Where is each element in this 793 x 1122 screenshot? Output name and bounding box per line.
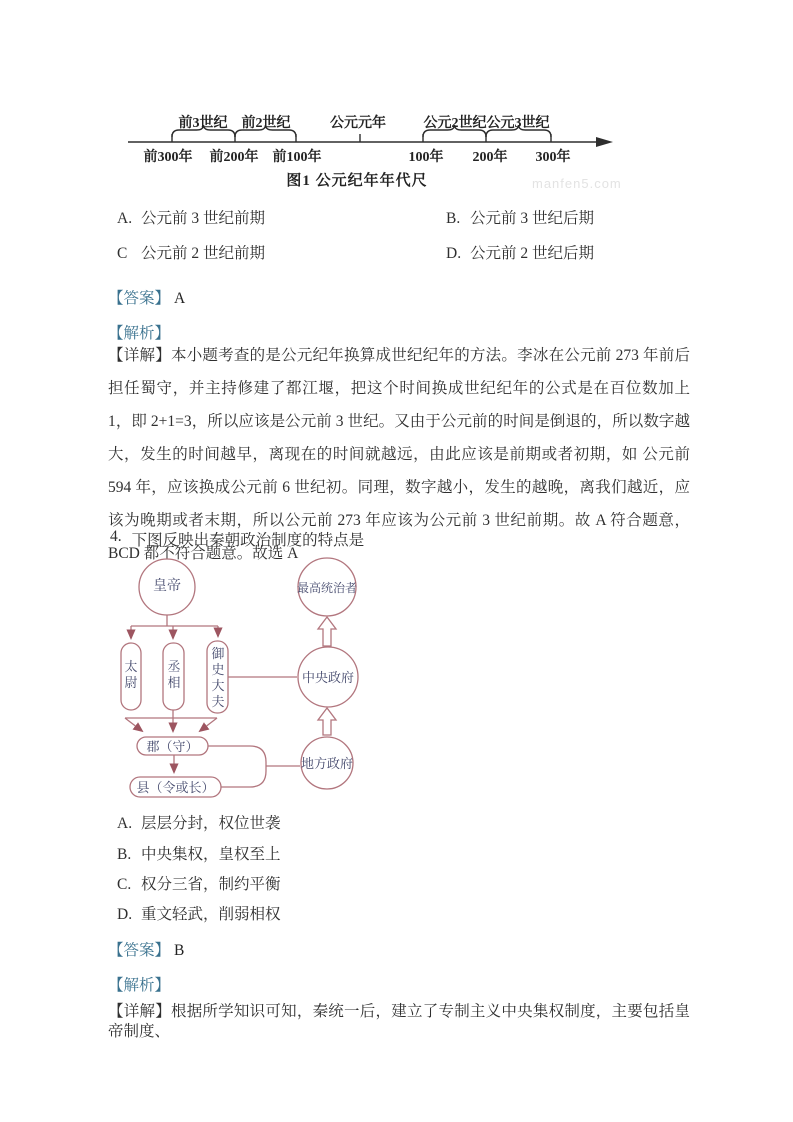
q4-detail-paragraph: [108, 1002, 690, 1042]
taiwei-label: 太尉: [124, 659, 138, 690]
q3-answer-row: [108, 286, 185, 308]
year-label-ad100: 100年: [408, 150, 444, 165]
q4-option-d-text: 重文轻武，削弱相权: [141, 906, 281, 923]
year-label-ad200: 200年: [472, 150, 508, 165]
local-gov-label: 地方政府: [300, 756, 353, 771]
q3-option-a-text: 公元前 3 世纪前期: [141, 210, 266, 227]
q4-title: 下图反映出秦朝政治制度的特点是: [131, 532, 365, 549]
year-label-bc300: 前300年: [143, 150, 193, 165]
era-label-bc2: 前2世纪: [241, 116, 291, 131]
q3-option-c-label: C: [117, 245, 128, 262]
q4-option-c-label: C.: [117, 876, 132, 893]
year-label-ad300: 300年: [535, 150, 571, 165]
q4-option-b-text: 中央集权，皇权至上: [141, 846, 281, 863]
q4-answer-marker: 【答案】: [108, 942, 171, 959]
q4-detail-text: 根据所学知识可知，秦统一后，建立了专制主义中央集权制度，主要包括皇帝制度、: [108, 1003, 690, 1040]
timeline-ticks: [172, 134, 551, 142]
q3-option-a: [117, 206, 265, 228]
q4-answer-value: B: [174, 942, 185, 959]
era-label-ad2: 公元2世纪: [423, 116, 487, 131]
funnel-left-arrow: [125, 718, 142, 731]
supreme-ruler-label: 最高统治者: [296, 581, 357, 595]
q4-number: 4.: [110, 528, 122, 545]
central-gov-label: 中央政府: [301, 670, 354, 685]
funnel-right-arrow: [200, 718, 217, 731]
q3-option-d-text: 公元前 2 世纪后期: [470, 245, 595, 262]
era-label-ad3: 公元3世纪: [486, 116, 550, 131]
year-label-bc100: 前100年: [272, 150, 322, 165]
q4-option-c: [117, 872, 281, 894]
figure1-caption: 图1 公元纪年年代尺: [286, 173, 428, 189]
q4-option-a-text: 层层分封，权位世袭: [141, 815, 281, 832]
q4-option-d-label: D.: [117, 906, 133, 923]
chancellor-label: 丞相: [167, 659, 181, 690]
q3-option-b-label: B.: [446, 210, 461, 227]
q4-analysis-marker: 【解析】: [108, 977, 171, 994]
q3-answer-marker: 【答案】: [108, 290, 171, 307]
q4-option-d: [117, 902, 281, 924]
q4-answer-row: [108, 938, 184, 960]
q4-detail-marker: 【详解】: [108, 1003, 171, 1020]
timeline-arrowhead-icon: [596, 137, 613, 147]
q3-option-c-text: 公元前 2 世纪前期: [141, 245, 266, 262]
q4-analysis-row: [108, 973, 170, 995]
q3-answer-value: A: [174, 290, 186, 307]
year-label-bc200: 前200年: [209, 150, 259, 165]
county-label: 县（令或长）: [136, 780, 215, 795]
q3-option-c: [117, 241, 265, 263]
q4-option-b-label: B.: [117, 846, 132, 863]
q3-detail-marker: 【详解】: [108, 347, 171, 364]
q4-option-a: [117, 811, 281, 833]
emperor-label: 皇帝: [153, 579, 181, 594]
q4-title-row: [110, 528, 364, 550]
era-label-bc3: 前3世纪: [178, 116, 228, 131]
up-arrow-icon-local-to-central: [318, 708, 336, 735]
commandery-label: 郡（守）: [146, 739, 199, 754]
watermark: manfen5.com: [532, 176, 622, 191]
censor-label: 御史大夫: [211, 646, 225, 709]
q4-option-c-text: 权分三省，制约平衡: [141, 876, 281, 893]
q4-option-a-label: A.: [117, 815, 133, 832]
q3-option-b: [446, 206, 594, 228]
era-label-ad1: 公元元年: [330, 116, 386, 131]
q3-option-d: [446, 241, 594, 263]
q3-option-b-text: 公元前 3 世纪后期: [470, 210, 595, 227]
q4-option-b: [117, 842, 281, 864]
up-arrow-icon-central-to-supreme: [318, 617, 336, 646]
q3-option-a-label: A.: [117, 210, 133, 227]
q3-detail-text: 本小题考查的是公元纪年换算成世纪纪年的方法。李冰在公元前 273 年前后担任蜀守，并主持修建了都江堰，把这个时间换成世纪纪年的公式是在百位数加上 1，即 2+1=3，所以应该是公元前 3 世纪。又由于公元前的时间是倒退的，所以数字越大，发生的时间越早，离现在的时间就越远，由此应该是前期或者初期，如 公元前 594 年，应该换成公元前 6 世纪初。同理，数字越小，发生的越晚，离我们越近，应该为晚期或者末期，所以公元前 273 年应该为公元前 3 世纪前期。故 A 符合题意，BCD 都不符合题意。故选 A: [108, 347, 690, 562]
q3-option-d-label: D.: [446, 245, 462, 262]
q3-analysis-marker: 【解析】: [108, 325, 171, 342]
